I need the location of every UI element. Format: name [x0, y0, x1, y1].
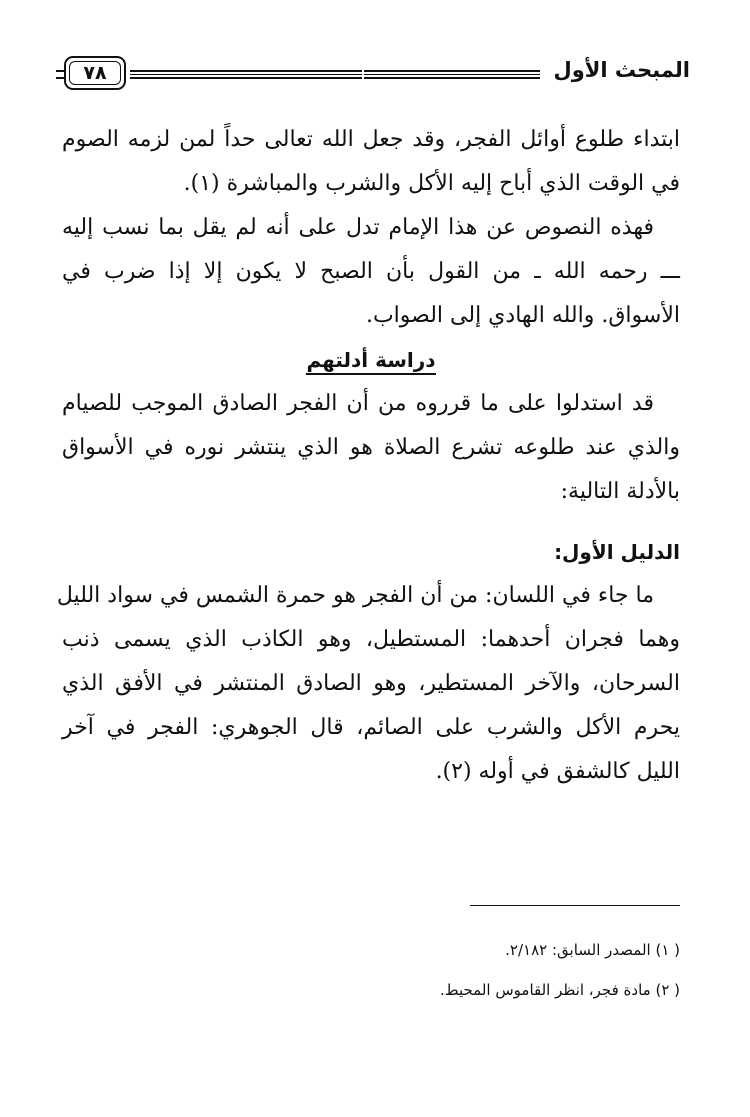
- section-heading: [62, 338, 680, 382]
- text-line: ـــ رحمه الله ـ من القول بأن الصبح لا يكون إلا إذا ضرب في: [62, 259, 680, 284]
- page-header: [56, 54, 690, 98]
- text-line: بالأدلة التالية:: [560, 479, 680, 504]
- text-line: وهما فجران أحدهما: المستطيل، وهو الكاذب الذي يسمى ذنب: [62, 627, 680, 652]
- text-line: ابتداء طلوع أوائل الفجر، وقد جعل الله تعالى حداً لمن لزمه الصوم: [62, 127, 680, 152]
- text-line: يحرم الأكل والشرب على الصائم، قال الجوهري: الفجر في آخر: [62, 715, 680, 740]
- text-line: ما جاء في اللسان: من أن الفجر هو حمرة الشمس في سواد الليل: [56, 583, 654, 608]
- header-rule-right: [364, 70, 540, 79]
- text-line: الأسواق. والله الهادي إلى الصواب.: [365, 303, 680, 328]
- footnote-1: ( ١) المصدر السابق: ٢/١٨٢.: [505, 941, 680, 959]
- page-number-frame: [64, 56, 126, 90]
- text-line: الليل كالشفق في أوله (٢).: [435, 759, 680, 784]
- page-number: ٧٨: [83, 62, 107, 84]
- chapter-title: المبحث الأول: [553, 58, 690, 82]
- header-rule-left: [130, 70, 362, 79]
- footnote-divider: [470, 905, 680, 906]
- header-rule-end: [56, 70, 66, 79]
- text-line: قد استدلوا على ما قرروه من أن الفجر الصادق الموجب للصيام: [62, 391, 654, 416]
- footnotes: [80, 930, 680, 1010]
- sub-heading: الدليل الأول:: [554, 540, 680, 564]
- text-line: في الوقت الذي أباح إليه الأكل والشرب والمباشرة (١).: [183, 171, 680, 196]
- text-line: والذي عند طلوعه تشرع الصلاة هو الذي ينتشر نوره في الأسواق: [62, 435, 680, 460]
- footnote-2: ( ٢) مادة فجر، انظر القاموس المحيط.: [439, 981, 680, 999]
- text-line: السرحان، والآخر المستطير، وهو الصادق المنتشر في الأفق الذي: [62, 671, 680, 696]
- page-body: [56, 118, 680, 794]
- text-line: فهذه النصوص عن هذا الإمام تدل على أنه لم يقل بما نسب إليه: [62, 215, 654, 240]
- section-heading-text: دراسة أدلتهم: [306, 348, 435, 375]
